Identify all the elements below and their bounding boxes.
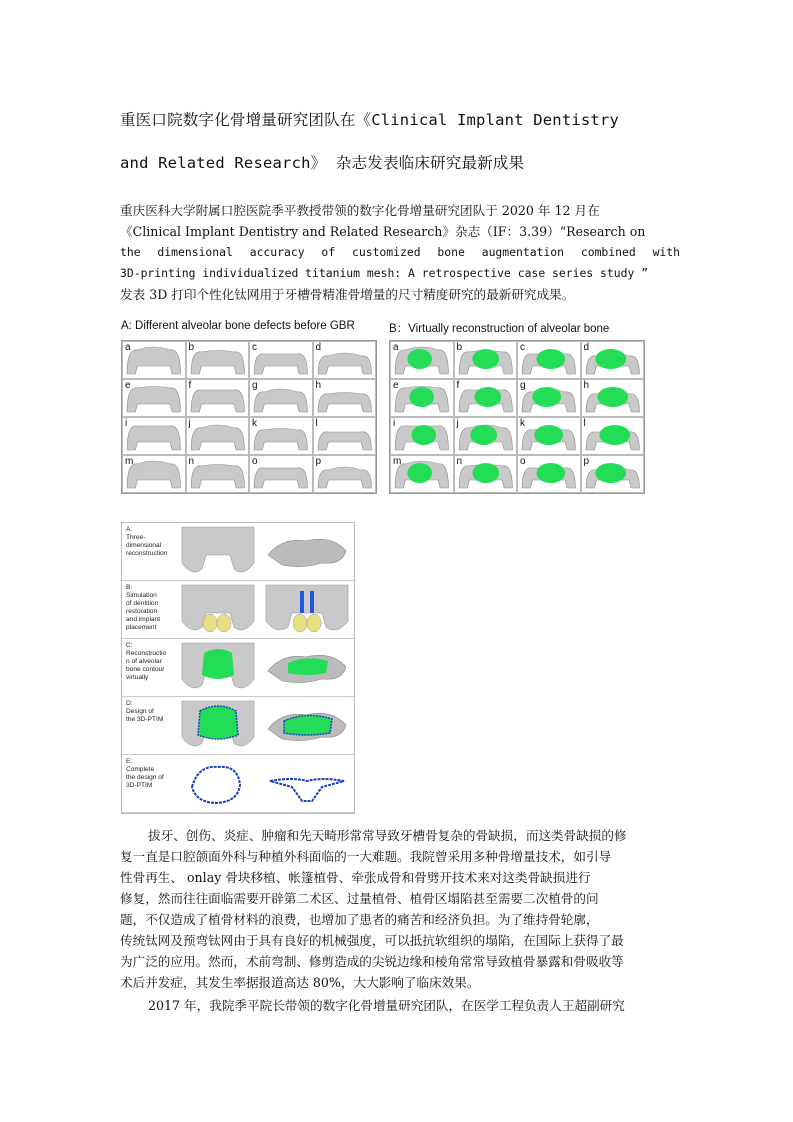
figure2-workflow [121,522,355,814]
panel-letter: h [583,380,590,391]
reconstructed-bone-model-j [454,417,518,455]
panel-letter: c [520,342,525,353]
figure1-panel-a [121,340,377,494]
bone-defect-model-g [249,379,313,417]
bone-defect-model-c [249,341,313,379]
panel-letter: e [393,380,399,391]
panel-letter: h [315,380,322,391]
bone-defect-model-l [313,417,377,455]
intro-line-5: 发表 3D 打印个性化钛网用于牙槽骨精准骨增量的尺寸精度研究的最新研究成果。 [120,287,575,302]
workflow-model-occlusal [262,641,352,695]
intro-line-4: 3D-printing individualized titanium mesh: A retrospective case series study ” [120,266,649,280]
panel-letter: j [188,418,191,429]
article-title-line2: and Related Research》 杂志发表临床研究最新成果 [120,154,525,172]
workflow-model-occlusal [262,757,352,811]
panel-letter: i [393,418,396,429]
workflow-model-front [178,699,258,753]
figure1-title-b: B：Virtually reconstruction of alveolar bone [389,323,610,335]
bone-defect-model-o [249,455,313,493]
reconstructed-bone-model-m [390,455,454,493]
workflow-model-occlusal [262,699,352,753]
bone-defect-model-e [122,379,186,417]
body-p1-line-2: 复一直是口腔颌面外科与种植外科面临的一大难题。我院曾采用多种骨增量技术，如引导 [120,849,612,864]
workflow-model-front [178,757,258,811]
reconstructed-bone-model-c [517,341,581,379]
reconstructed-bone-model-f [454,379,518,417]
panel-letter: g [252,380,258,391]
reconstructed-bone-model-h [581,379,645,417]
body-p1-line-7: 为广泛的应用。然而，术前弯制、修剪造成的尖锐边缘和棱角常常导致植骨暴露和骨吸收等 [120,954,624,969]
figure1-title-a: A: Different alveolar bone defects before GBR [121,320,355,332]
panel-letter: m [125,456,134,467]
panel-letter: a [393,342,399,353]
panel-letter: o [520,456,526,467]
bone-defect-model-n [186,455,250,493]
reconstructed-bone-model-a [390,341,454,379]
workflow-step-label: A: Three- dimensional reconstruction [126,526,168,557]
reconstructed-bone-model-l [581,417,645,455]
workflow-step-complete-design-of-3d-ptim [122,755,354,813]
reconstructed-bone-model-p [581,455,645,493]
bone-defect-model-i [122,417,186,455]
panel-letter: a [125,342,131,353]
bone-defect-model-a [122,341,186,379]
reconstructed-bone-model-o [517,455,581,493]
workflow-step-reconstruction-of-bone-contour [122,639,354,697]
bone-defect-model-p [313,455,377,493]
article-title-line1: 重医口院数字化骨增量研究团队在《Clinical Implant Dentistry [120,111,620,129]
panel-letter: m [393,456,402,467]
panel-letter: l [315,418,318,429]
intro-line-2: 《Clinical Implant Dentistry and Related Research》杂志（IF：3.39）“Research on [120,224,646,239]
workflow-model-occlusal [262,583,352,637]
reconstructed-bone-model-k [517,417,581,455]
panel-letter: k [520,418,525,429]
panel-letter: n [188,456,195,467]
workflow-step-label: E: Complete the design of 3D-PTIM [126,758,164,789]
panel-letter: e [125,380,131,391]
body-p1-line-4: 修复，然而往往面临需要开辟第二术区、过量植骨、植骨区塌陷甚至需要二次植骨的问 [120,891,599,906]
reconstructed-bone-model-e [390,379,454,417]
workflow-model-front [178,525,258,579]
panel-letter: l [583,418,586,429]
body-p1-line-8: 术后并发症，其发生率据报道高达 80%，大大影响了临床效果。 [120,975,480,990]
bone-defect-model-j [186,417,250,455]
panel-letter: g [520,380,526,391]
intro-line-3: the dimensional accuracy of customized bone augmentation combined with [120,245,680,259]
panel-letter: b [456,342,463,353]
workflow-step-design-of-3d-ptim [122,697,354,755]
workflow-step-label: D: Design of the 3D-PTIM [126,700,164,723]
workflow-step-simulation-of-restoration [122,581,354,639]
panel-letter: f [188,380,192,391]
panel-letter: k [252,418,257,429]
workflow-model-occlusal [262,525,352,579]
panel-letter: d [315,342,322,353]
reconstructed-bone-model-g [517,379,581,417]
bone-defect-model-f [186,379,250,417]
panel-letter: n [456,456,463,467]
panel-letter: j [456,418,459,429]
body-p2-line-1: 2017 年，我院季平院长带领的数字化骨增量研究团队，在医学工程负责人王超副研究 [148,998,625,1013]
workflow-step-label: C: Reconstructio n of alveolar bone contour virtually [126,642,167,681]
body-p1-line-1: 拔牙、创伤、炎症、肿瘤和先天畸形常常导致牙槽骨复杂的骨缺损，而这类骨缺损的修 [148,828,627,843]
panel-letter: p [583,456,590,467]
bone-defect-model-m [122,455,186,493]
body-p1-line-6: 传统钛网及预弯钛网由于具有良好的机械强度，可以抵抗软组织的塌陷，在国际上获得了最 [120,933,624,948]
reconstructed-bone-model-d [581,341,645,379]
reconstructed-bone-model-n [454,455,518,493]
panel-letter: c [252,342,257,353]
bone-defect-model-k [249,417,313,455]
bone-defect-model-h [313,379,377,417]
bone-defect-model-b [186,341,250,379]
bone-defect-model-d [313,341,377,379]
panel-letter: o [252,456,258,467]
panel-letter: i [125,418,128,429]
body-p1-line-5: 题，不仅造成了植骨材料的浪费，也增加了患者的痛苦和经济负担。为了维持骨轮廓， [120,912,599,927]
body-p1-line-3: 性骨再生、 onlay 骨块移植、帐篷植骨、牵张成骨和骨劈开技术来对这类骨缺损进行 [120,870,591,885]
panel-letter: p [315,456,322,467]
workflow-model-front [178,583,258,637]
panel-letter: f [456,380,460,391]
workflow-model-front [178,641,258,695]
reconstructed-bone-model-i [390,417,454,455]
panel-letter: b [188,342,195,353]
panel-letter: d [583,342,590,353]
workflow-step-label: B: Simulation of dentition restoration and implant placement [126,584,161,631]
workflow-step-three-dimensional-reconstruction [122,523,354,581]
intro-line-1: 重庆医科大学附属口腔医院季平教授带领的数字化骨增量研究团队于 2020 年 12 月在 [120,203,600,218]
reconstructed-bone-model-b [454,341,518,379]
figure1-panel-b [389,340,645,494]
